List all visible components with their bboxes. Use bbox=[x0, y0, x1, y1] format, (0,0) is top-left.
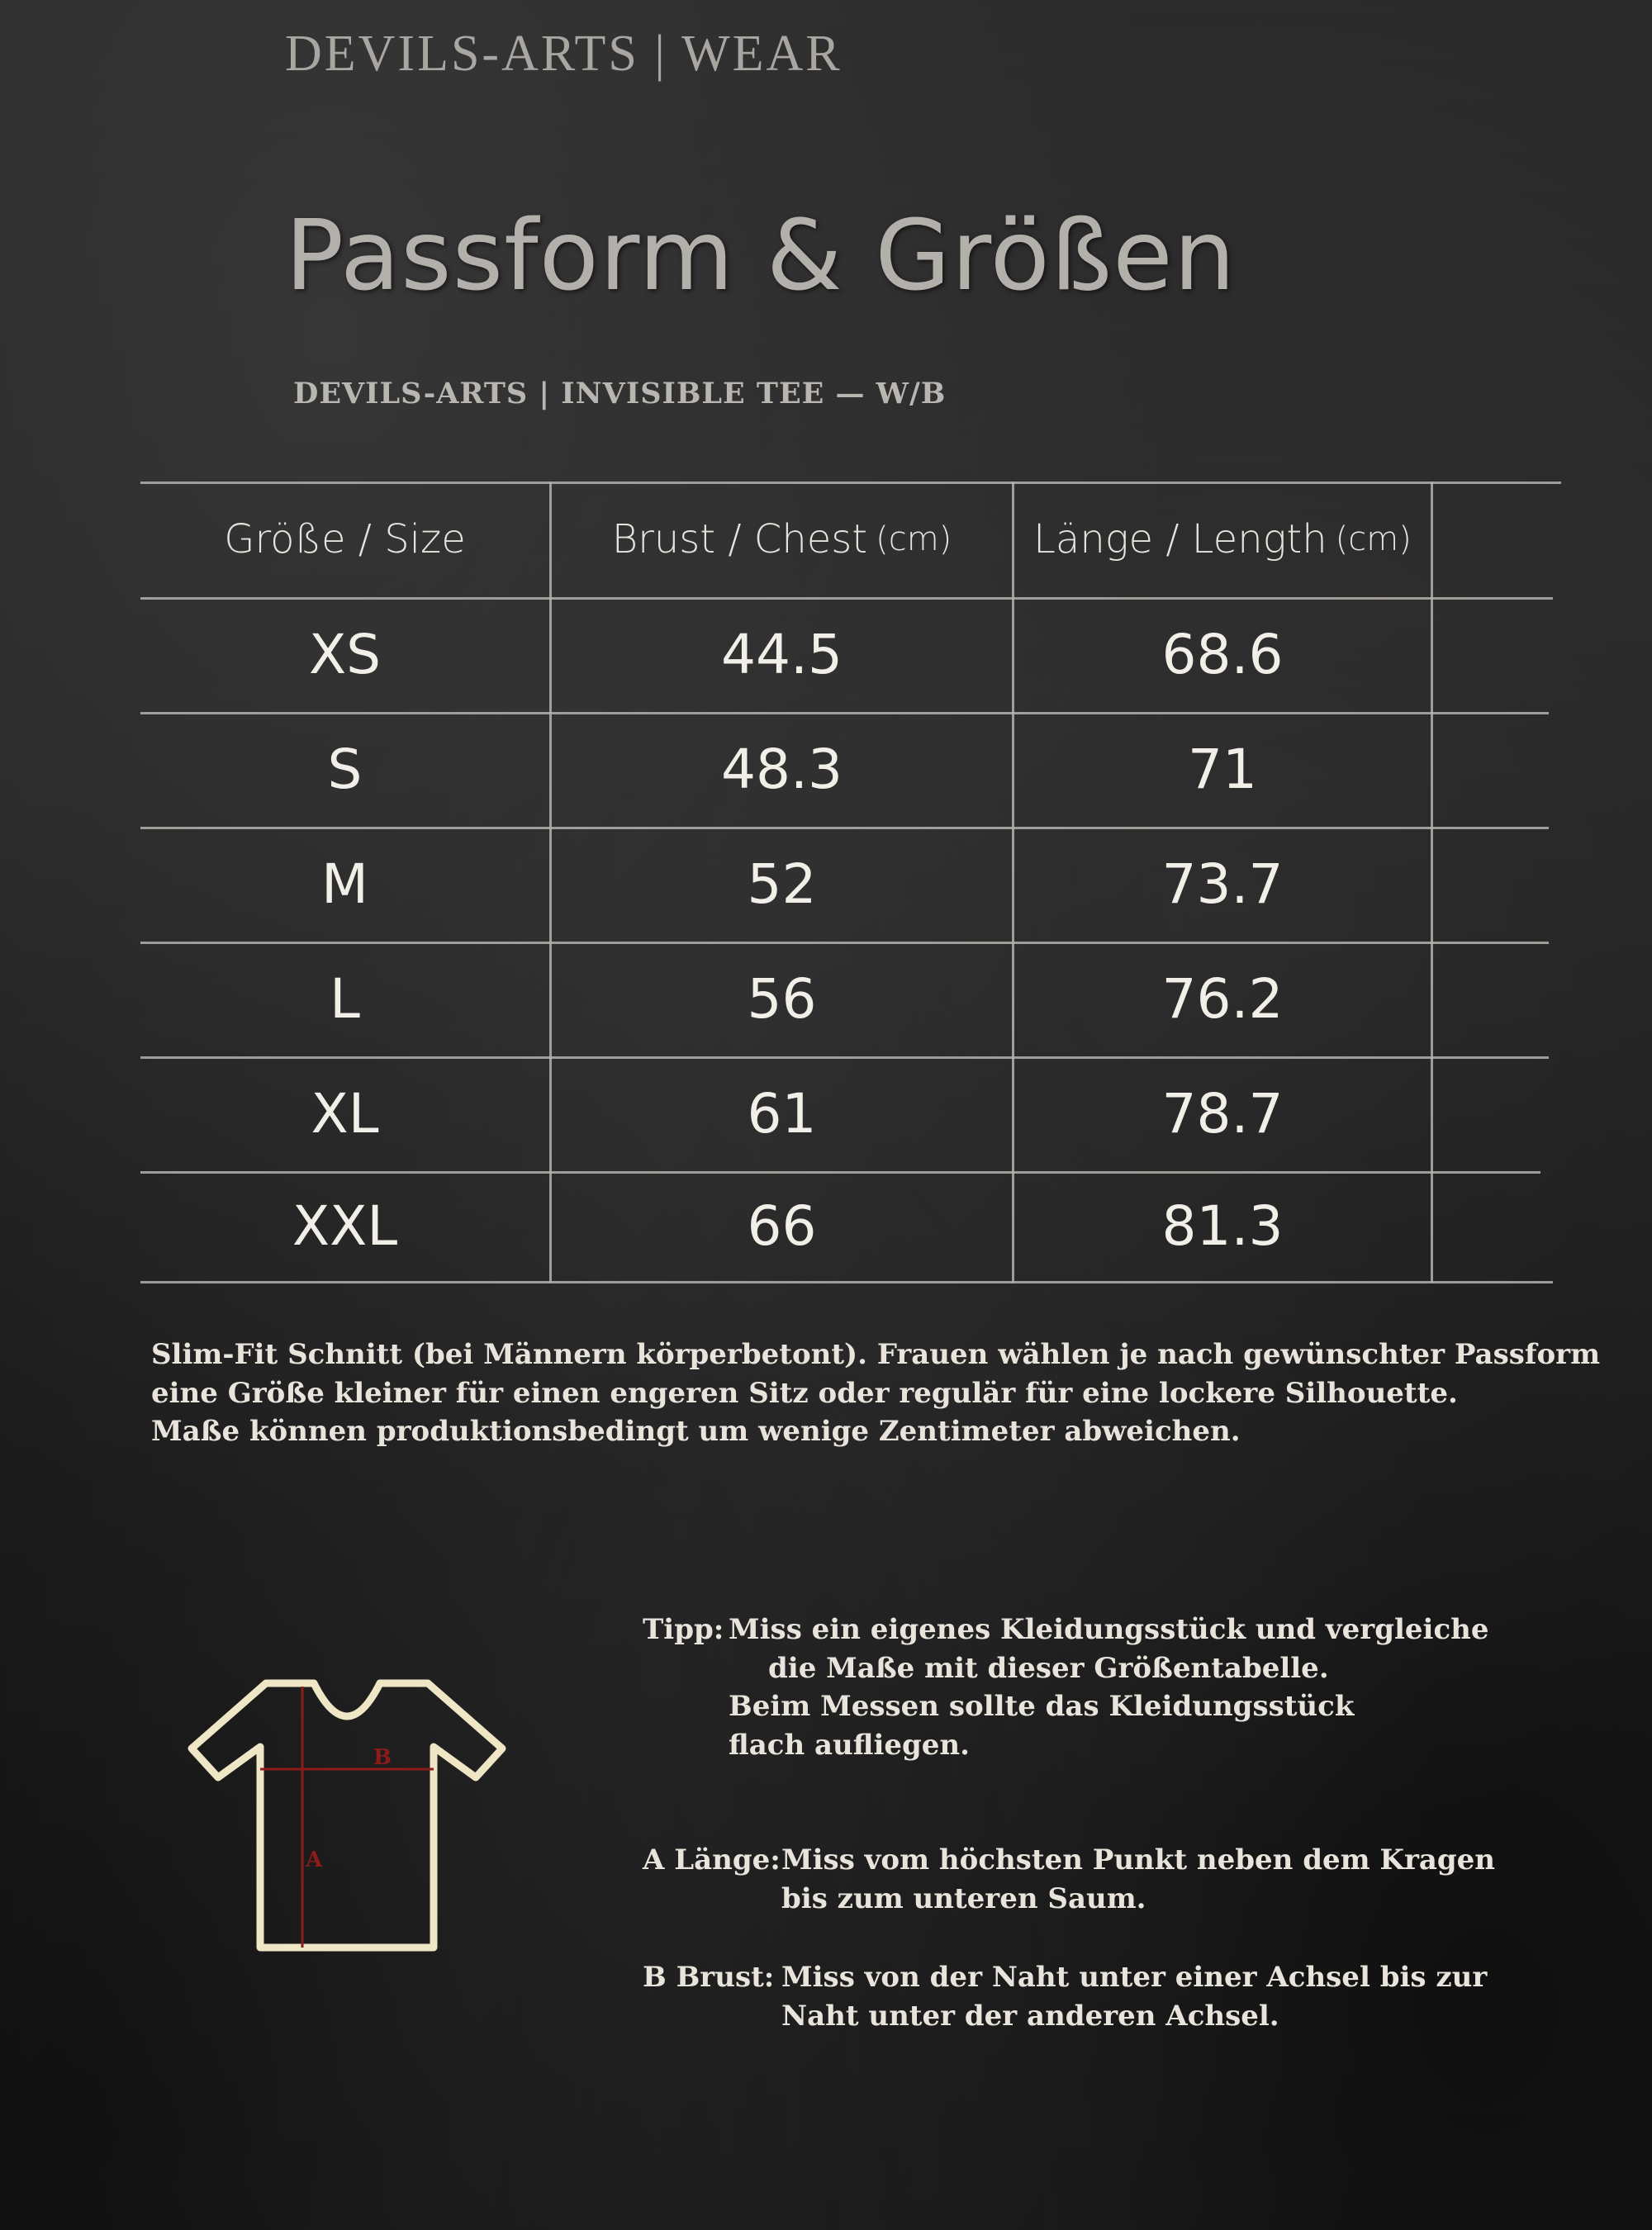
length-instruction: bis zum unteren Saum. bbox=[781, 1882, 1146, 1915]
length-cell: 76.2 bbox=[1161, 967, 1284, 1031]
header-length-label: Länge / Length bbox=[1033, 516, 1327, 562]
size-cell: XXL bbox=[292, 1194, 398, 1258]
length-cell: 81.3 bbox=[1161, 1194, 1284, 1258]
size-cell: S bbox=[327, 738, 363, 801]
length-instruction: Miss vom höchsten Punkt neben dem Kragen bbox=[781, 1843, 1496, 1877]
length-cell: 78.7 bbox=[1161, 1082, 1284, 1146]
size-cell: XL bbox=[311, 1082, 379, 1146]
tip-line: Beim Messen sollte das Kleidungsstück bbox=[729, 1690, 1355, 1723]
length-cell: 73.7 bbox=[1161, 852, 1284, 916]
size-cell: M bbox=[321, 852, 368, 916]
tshirt-measure-icon bbox=[182, 1668, 512, 1966]
header-chest-label: Brust / Chest bbox=[611, 516, 868, 562]
header-chest-unit: (cm) bbox=[876, 520, 952, 558]
chest-cell: 48.3 bbox=[721, 738, 843, 801]
header-size-label: Größe / Size bbox=[224, 516, 466, 562]
table-rule bbox=[140, 1281, 1553, 1283]
tip-line: Miss ein eigenes Kleidungsstück und vergleiche bbox=[729, 1613, 1489, 1646]
fit-note-line: Maße können produktionsbedingt um wenige Zentimeter abweichen. bbox=[151, 1415, 1241, 1448]
length-cell: 71 bbox=[1188, 738, 1257, 801]
chest-cell: 66 bbox=[747, 1194, 817, 1258]
brand-name: DEVILS-ARTS | WEAR bbox=[285, 26, 843, 82]
tip-line: die Maße mit dieser Größentabelle. bbox=[768, 1652, 1329, 1685]
chest-label: B Brust: bbox=[643, 1961, 775, 1994]
chest-instruction: Naht unter der anderen Achsel. bbox=[781, 2000, 1279, 2033]
label-b: B bbox=[373, 1745, 392, 1770]
chest-instruction: Miss von der Naht unter einer Achsel bis zur bbox=[781, 1961, 1488, 1994]
size-cell: L bbox=[330, 967, 360, 1031]
table-divider bbox=[1431, 482, 1433, 1283]
header-length bbox=[1014, 482, 1431, 597]
fit-note-line: eine Größe kleiner für einen engeren Sitz oder regulär für eine lockere Silhouette. bbox=[151, 1377, 1458, 1410]
length-cell: 68.6 bbox=[1161, 623, 1284, 686]
page-title: Passform & Größen bbox=[285, 198, 1237, 312]
length-label: A Länge: bbox=[643, 1843, 781, 1877]
chest-cell: 44.5 bbox=[721, 623, 843, 686]
tshirt-outline bbox=[192, 1683, 502, 1948]
label-a: A bbox=[306, 1848, 323, 1872]
header-chest bbox=[552, 482, 1012, 597]
fit-note-line: Slim-Fit Schnitt (bei Männern körperbetont). Frauen wählen je nach gewünschter Passform bbox=[151, 1338, 1601, 1371]
tip-line: flach aufliegen. bbox=[729, 1729, 970, 1762]
chest-cell: 56 bbox=[747, 967, 817, 1031]
tip-label: Tipp: bbox=[643, 1613, 724, 1646]
size-table bbox=[140, 482, 1561, 1283]
size-cell: XS bbox=[308, 623, 382, 686]
header-length-unit: (cm) bbox=[1335, 520, 1412, 558]
chest-cell: 61 bbox=[747, 1082, 817, 1146]
product-subtitle: DEVILS-ARTS | INVISIBLE TEE — W/B bbox=[293, 377, 947, 410]
header-size bbox=[140, 482, 549, 597]
chest-cell: 52 bbox=[747, 852, 817, 916]
